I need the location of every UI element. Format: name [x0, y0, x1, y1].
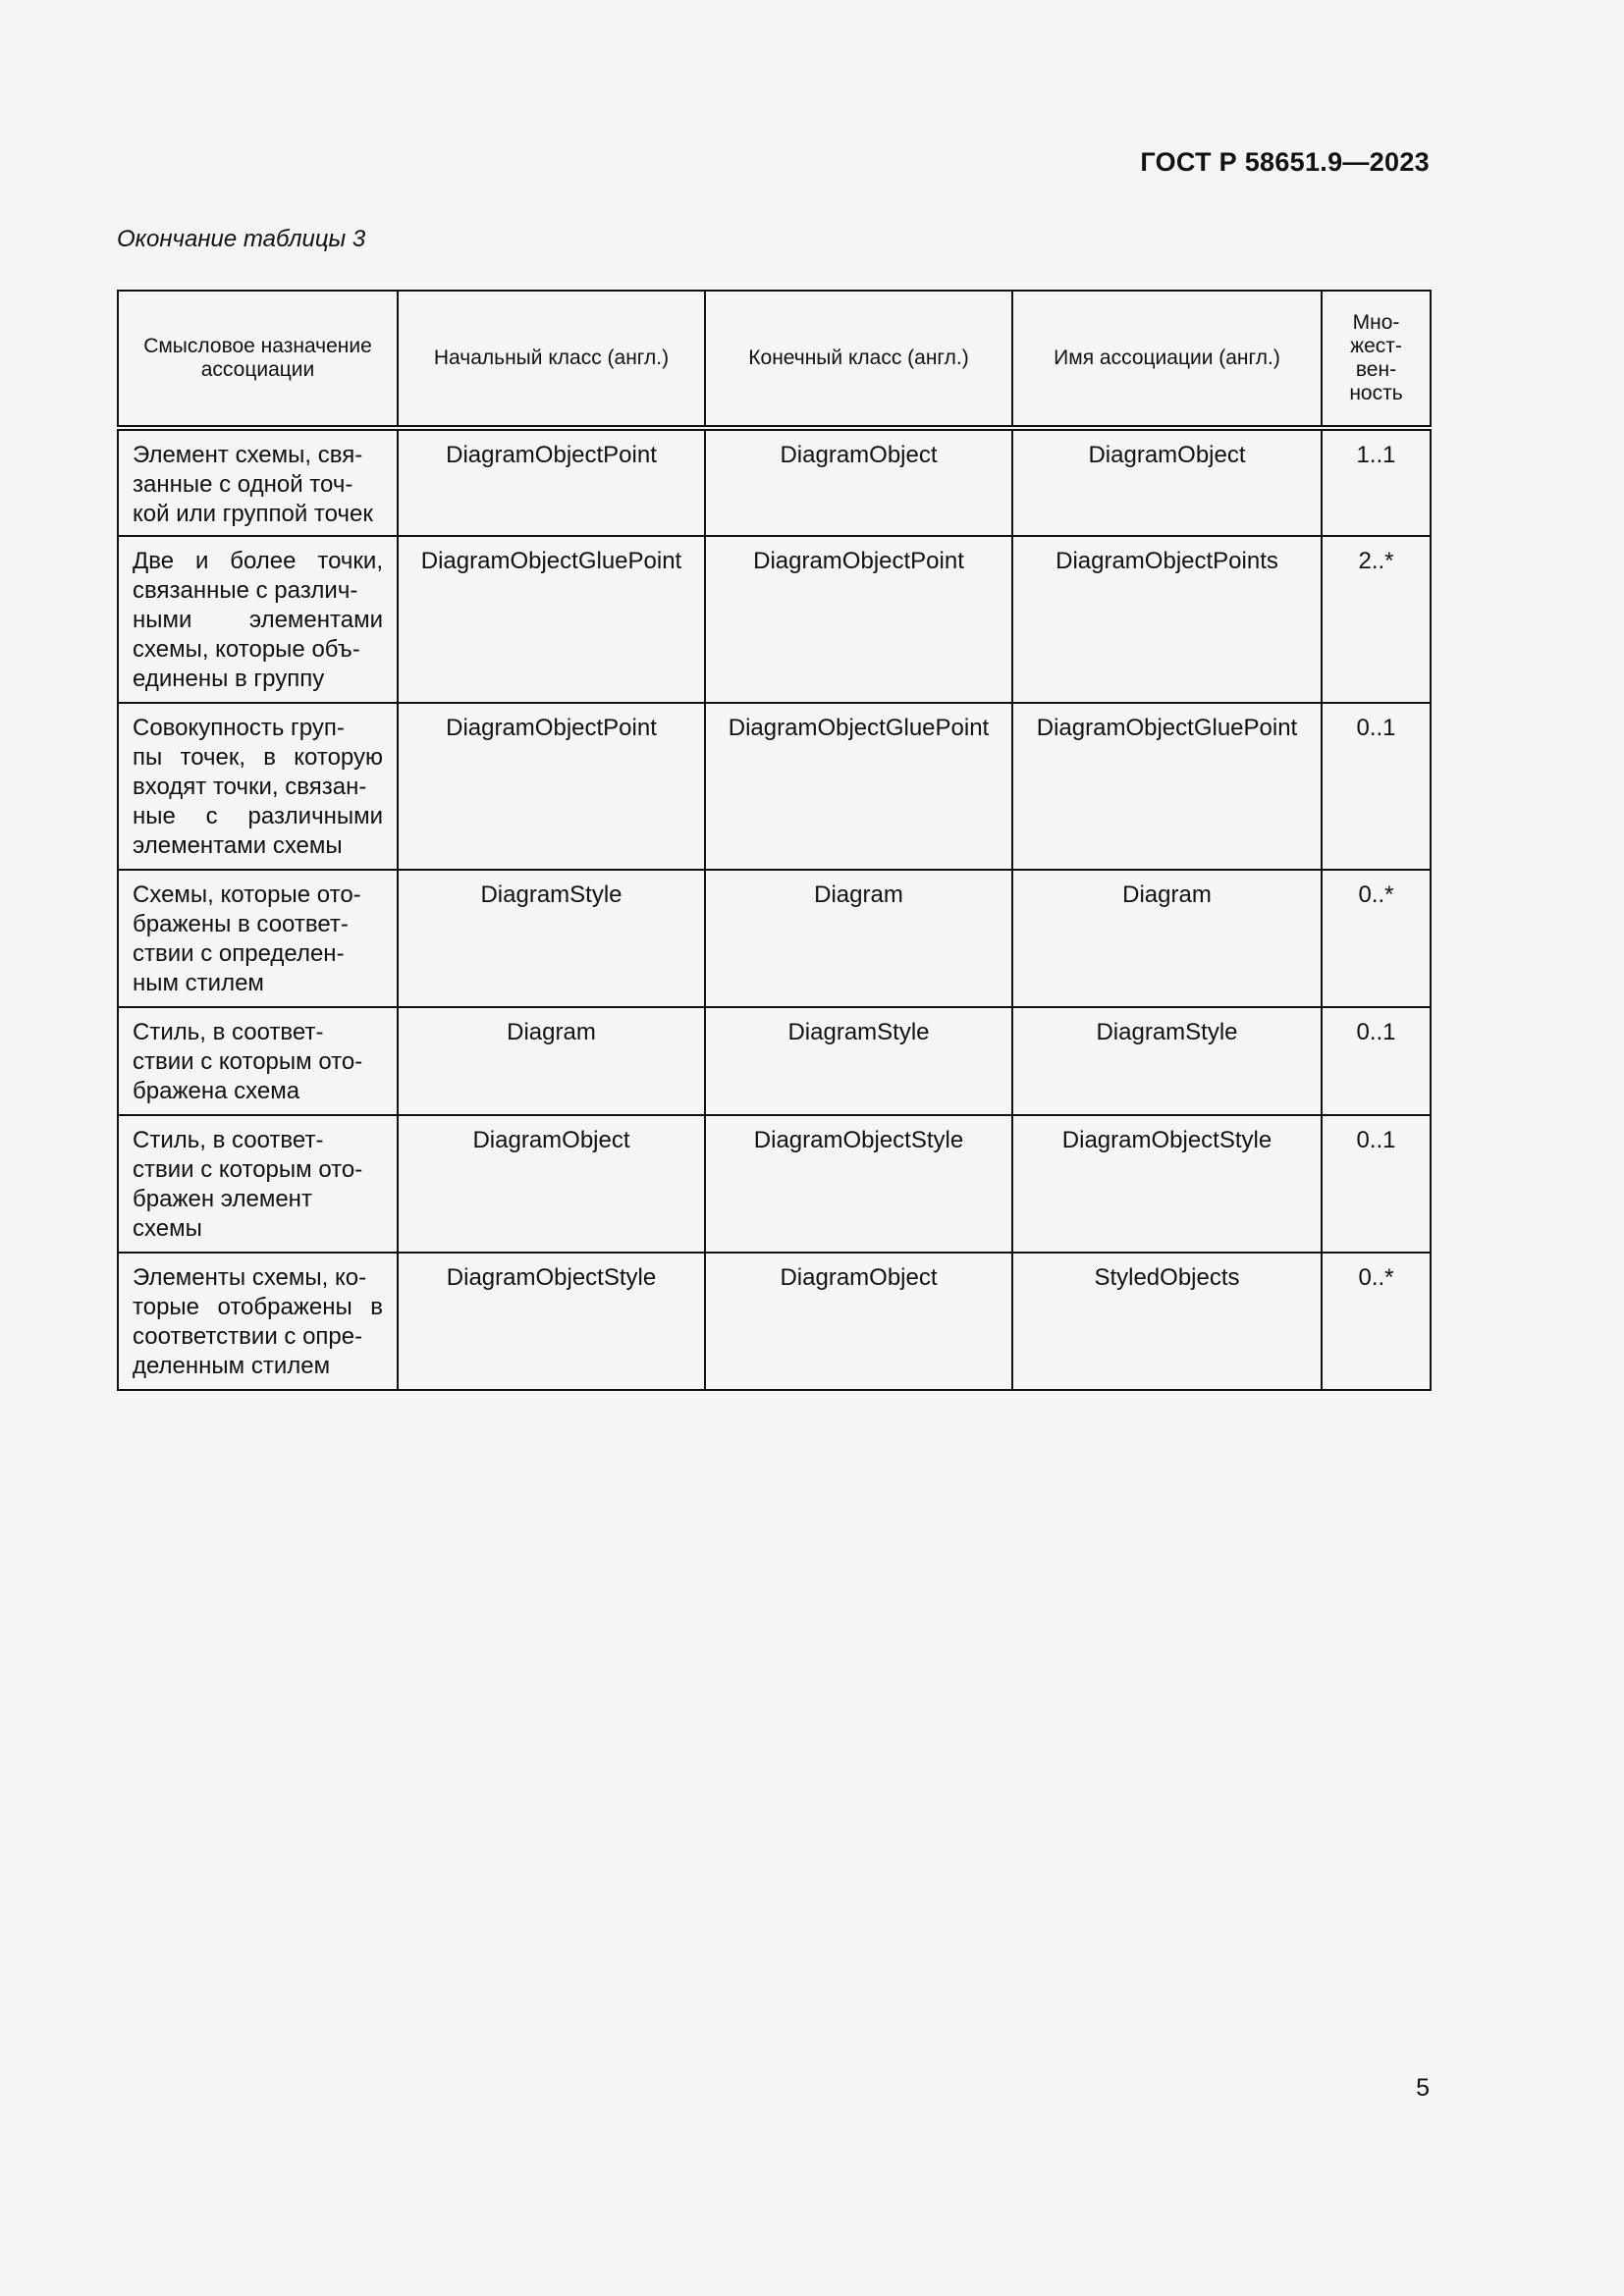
cell-end-class: DiagramObjectPoint	[705, 536, 1012, 703]
cell-start-class: DiagramObjectPoint	[398, 428, 705, 536]
cell-association-name: DiagramObjectPoints	[1012, 536, 1322, 703]
table-row	[118, 870, 1431, 1007]
header-multiplicity: Мно- жест- вен- ность	[1322, 291, 1431, 428]
cell-association-name: Diagram	[1012, 870, 1322, 1007]
cell-meaning: Совокупность груп- пы точек, в которую входят точки, связан- ные с различными элементами схемы	[118, 703, 398, 870]
cell-end-class: DiagramObject	[705, 428, 1012, 536]
doc-code: ГОСТ Р 58651.9—2023	[1140, 147, 1430, 177]
cell-meaning: Стиль, в соответ- ствии с которым ото- бражена схема	[118, 1007, 398, 1115]
page-number: 5	[1416, 2074, 1430, 2102]
cell-multiplicity: 0..*	[1322, 1253, 1431, 1390]
cell-meaning: Элемент схемы, свя- занные с одной точ- кой или группой точек	[118, 428, 398, 536]
cell-association-name: StyledObjects	[1012, 1253, 1322, 1390]
cell-end-class: DiagramObject	[705, 1253, 1012, 1390]
cell-multiplicity: 0..1	[1322, 1007, 1431, 1115]
cell-start-class: DiagramObject	[398, 1115, 705, 1253]
cell-multiplicity: 0..*	[1322, 870, 1431, 1007]
cell-end-class: DiagramObjectGluePoint	[705, 703, 1012, 870]
cell-association-name: DiagramObjectStyle	[1012, 1115, 1322, 1253]
cell-start-class: Diagram	[398, 1007, 705, 1115]
cell-association-name: DiagramStyle	[1012, 1007, 1322, 1115]
association-table	[117, 290, 1432, 1391]
cell-meaning: Схемы, которые ото- бражены в соответ- ствии с определен- ным стилем	[118, 870, 398, 1007]
cell-association-name: DiagramObject	[1012, 428, 1322, 536]
table-row	[118, 1007, 1431, 1115]
table-row	[118, 428, 1431, 536]
cell-start-class: DiagramObjectGluePoint	[398, 536, 705, 703]
cell-multiplicity: 0..1	[1322, 703, 1431, 870]
header-start-class: Начальный класс (англ.)	[398, 291, 705, 428]
cell-start-class: DiagramStyle	[398, 870, 705, 1007]
cell-meaning: Элементы схемы, ко- торые отображены в соответствии с опре- деленным стилем	[118, 1253, 398, 1390]
cell-meaning: Стиль, в соответ- ствии с которым ото- бражен элемент схемы	[118, 1115, 398, 1253]
cell-association-name: DiagramObjectGluePoint	[1012, 703, 1322, 870]
table-header-row	[118, 291, 1431, 428]
header-end-class: Конечный класс (англ.)	[705, 291, 1012, 428]
table-row	[118, 536, 1431, 703]
table-row	[118, 1115, 1431, 1253]
header-association-name: Имя ассоциации (англ.)	[1012, 291, 1322, 428]
cell-end-class: Diagram	[705, 870, 1012, 1007]
cell-multiplicity: 1..1	[1322, 428, 1431, 536]
cell-meaning: Две и более точки, связанные с различ- ными элементами схемы, которые объ- единены в группу	[118, 536, 398, 703]
header-meaning: Смысловое назначение ассоциации	[118, 291, 398, 428]
cell-end-class: DiagramStyle	[705, 1007, 1012, 1115]
cell-start-class: DiagramObjectPoint	[398, 703, 705, 870]
cell-start-class: DiagramObjectStyle	[398, 1253, 705, 1390]
cell-multiplicity: 2..*	[1322, 536, 1431, 703]
cell-multiplicity: 0..1	[1322, 1115, 1431, 1253]
cell-end-class: DiagramObjectStyle	[705, 1115, 1012, 1253]
table-row	[118, 703, 1431, 870]
table-caption: Окончание таблицы 3	[117, 226, 366, 252]
table-row	[118, 1253, 1431, 1390]
